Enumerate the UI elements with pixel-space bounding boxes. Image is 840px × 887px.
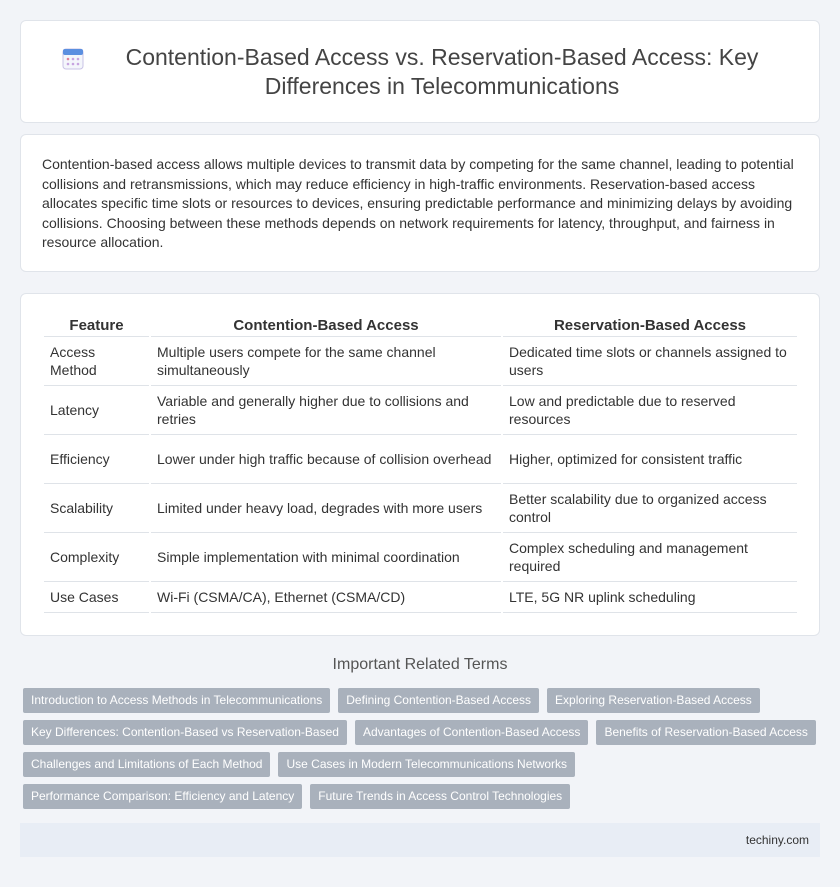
contention-cell: Multiple users compete for the same channel simultaneously xyxy=(151,337,501,386)
feature-cell: Scalability xyxy=(44,484,149,533)
contention-cell: Lower under high traffic because of collision overhead xyxy=(151,435,501,484)
feature-cell: Efficiency xyxy=(44,435,149,484)
table-row xyxy=(44,582,797,613)
footer xyxy=(20,823,820,857)
related-tag[interactable]: Exploring Reservation-Based Access xyxy=(547,688,760,713)
reservation-cell: Low and predictable due to reserved resources xyxy=(503,386,797,435)
related-tag[interactable]: Benefits of Reservation-Based Access xyxy=(596,720,815,745)
reservation-cell: Complex scheduling and management required xyxy=(503,533,797,582)
reservation-cell: LTE, 5G NR uplink scheduling xyxy=(503,582,797,613)
header-reservation: Reservation-Based Access xyxy=(503,312,797,337)
calendar-icon xyxy=(60,46,86,72)
contention-cell: Variable and generally higher due to collisions and retries xyxy=(151,386,501,435)
table-header-row xyxy=(44,312,797,337)
related-tag[interactable]: Introduction to Access Methods in Telecommunications xyxy=(23,688,330,713)
related-tag[interactable]: Future Trends in Access Control Technologies xyxy=(310,784,570,809)
related-terms-heading: Important Related Terms xyxy=(332,656,508,673)
related-tag[interactable]: Challenges and Limitations of Each Method xyxy=(23,752,270,777)
related-tag[interactable]: Use Cases in Modern Telecommunications Networks xyxy=(278,752,575,777)
table-row xyxy=(44,337,797,386)
intro-card xyxy=(20,134,820,272)
related-tag[interactable]: Key Differences: Contention-Based vs Reservation-Based xyxy=(23,720,347,745)
tag-row xyxy=(23,720,823,745)
header-feature: Feature xyxy=(44,312,149,337)
contention-cell: Simple implementation with minimal coordination xyxy=(151,533,501,582)
feature-cell: Access Method xyxy=(44,337,149,386)
reservation-cell: Higher, optimized for consistent traffic xyxy=(503,435,797,484)
feature-cell: Use Cases xyxy=(44,582,149,613)
tag-row xyxy=(23,688,823,713)
table-row xyxy=(44,484,797,533)
related-tag[interactable]: Advantages of Contention-Based Access xyxy=(355,720,588,745)
comparison-table xyxy=(42,312,799,613)
related-tag[interactable]: Defining Contention-Based Access xyxy=(338,688,539,713)
contention-cell: Limited under heavy load, degrades with more users xyxy=(151,484,501,533)
tag-row xyxy=(23,784,823,809)
comparison-card xyxy=(20,293,820,636)
table-row xyxy=(44,386,797,435)
tag-row xyxy=(23,752,823,777)
intro-paragraph: Contention-based access allows multiple devices to transmit data by competing for the same channel, leading to potential collisions and retransmissions, which may reduce efficiency in high-traffic environments. Reservation-based access allocates specific time slots or resources to devices, ensuring predictable performance and minimizing delays by avoiding collisions. Choosing between these methods depends on network requirements for latency, throughput, and fairness in resource allocation. xyxy=(42,156,794,250)
related-tag[interactable]: Performance Comparison: Efficiency and Latency xyxy=(23,784,302,809)
contention-cell: Wi-Fi (CSMA/CA), Ethernet (CSMA/CD) xyxy=(151,582,501,613)
header-contention: Contention-Based Access xyxy=(151,312,501,337)
page-title: Contention-Based Access vs. Reservation-Based Access: Key Differences in Telecommunications xyxy=(125,43,759,99)
title-card xyxy=(20,20,820,123)
table-row xyxy=(44,435,797,484)
reservation-cell: Better scalability due to organized access control xyxy=(503,484,797,533)
feature-cell: Latency xyxy=(44,386,149,435)
footer-site-link[interactable]: techiny.com xyxy=(745,833,809,847)
reservation-cell: Dedicated time slots or channels assigned to users xyxy=(503,337,797,386)
table-row xyxy=(44,533,797,582)
feature-cell: Complexity xyxy=(44,533,149,582)
